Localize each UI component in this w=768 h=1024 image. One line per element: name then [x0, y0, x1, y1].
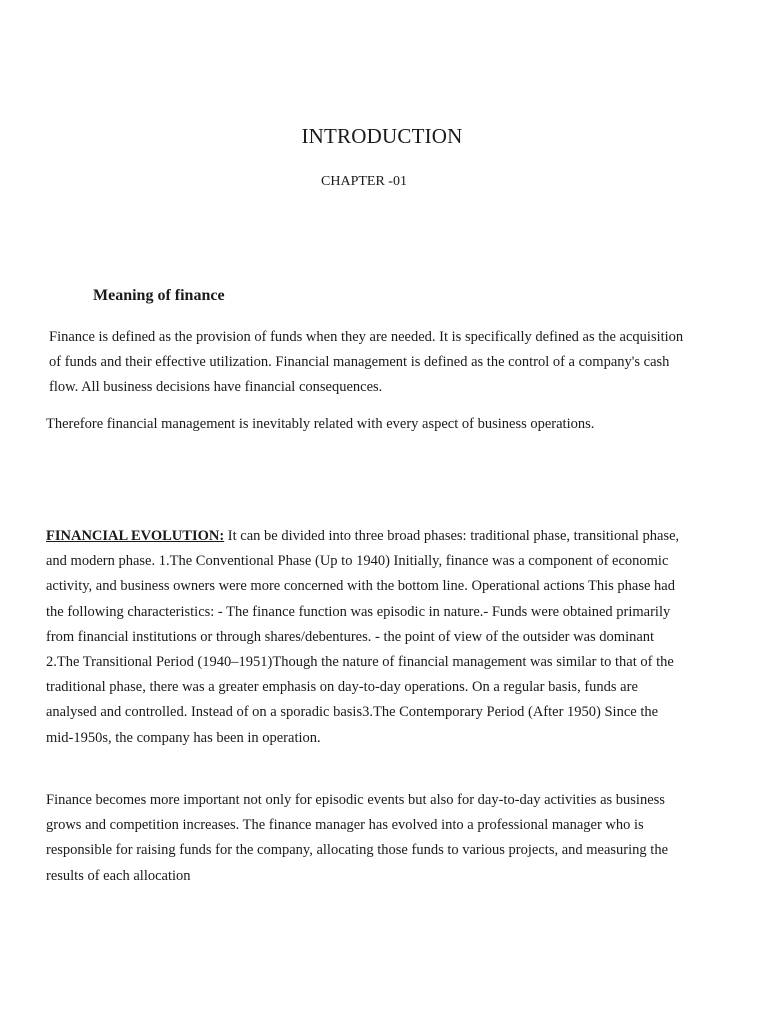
- page-title: INTRODUCTION: [301, 124, 463, 148]
- paragraph-therefore: Therefore financial management is inevitably related with every aspect of business operations.: [46, 416, 595, 432]
- chapter-label: CHAPTER -01: [321, 174, 407, 189]
- paragraph-meaning: Finance is defined as the provision of funds when they are needed. It is specifically defined as the acquisition of funds and their effective utilization. Financial management is defined as the control of a company's cash flow. All business decisions have financial consequences.: [49, 329, 684, 396]
- financial-evolution-text: It can be divided into three broad phases: traditional phase, transitional phase, and modern phase. 1.The Conventional Phase (Up to 1940) Initially, finance was a component of economic activity, and business owners were more concerned with the bottom line. Operational actions This phase had the following characteristics: - The finance function was episodic in nature.- Funds were obtained primarily from financial institutions or through shares/debentures. - the point of view of the outsider was dominant 2.The Transitional Period (1940–1951)Though the nature of financial management was similar to that of the traditional phase, there was a greater emphasis on day-to-day operations. On a regular basis, funds are analysed and controlled. Instead of on a sporadic basis3.The Contemporary Period (After 1950) Since the mid-1950s, the company has been in operation.: [46, 528, 680, 746]
- section-heading: Meaning of finance: [93, 287, 225, 304]
- paragraph-financial-evolution: [46, 524, 686, 751]
- paragraph-finance-importance: Finance becomes more important not only for episodic events but also for day-to-day activities as business grows and competition increases. The finance manager has evolved into a professional manager who is responsible for raising funds for the company, allocating those funds to various projects, and measuring the results of each allocation: [46, 792, 669, 884]
- financial-evolution-label: FINANCIAL EVOLUTION:: [46, 528, 225, 544]
